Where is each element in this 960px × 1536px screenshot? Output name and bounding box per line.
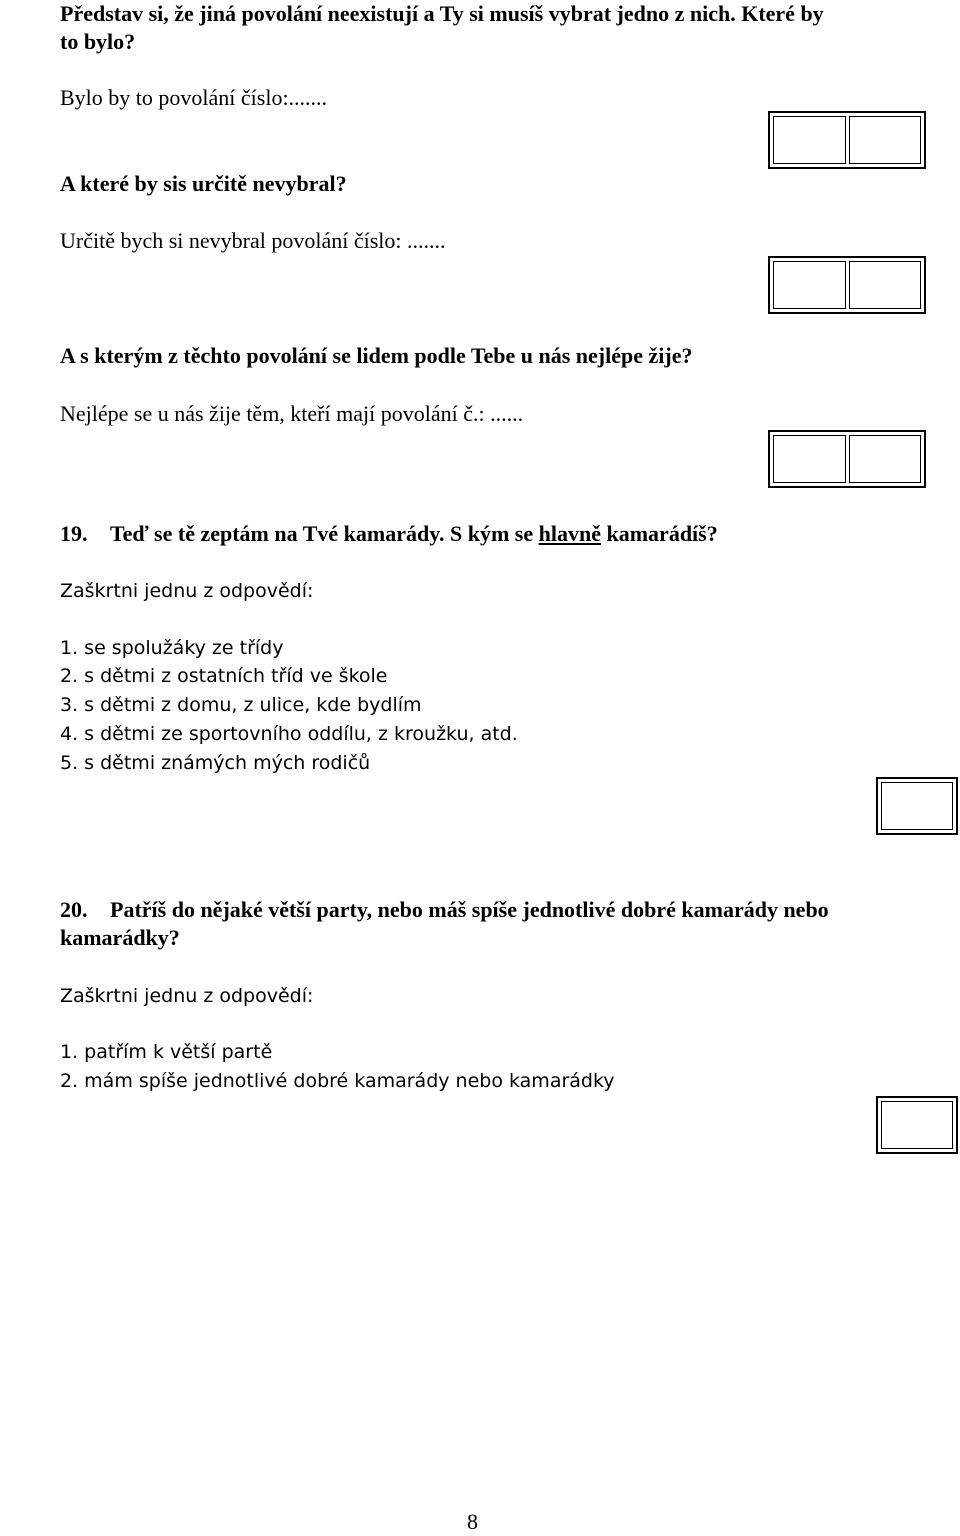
q19-instruction: Zaškrtni jednu z odpovědí: bbox=[60, 580, 314, 602]
q20-text-line-2: kamarádky? bbox=[60, 925, 180, 950]
q19-option-3: 3. s dětmi z domu, z ulice, kde bydlím bbox=[60, 694, 422, 716]
q19-number: 19. bbox=[60, 521, 88, 546]
q20-answer-box[interactable] bbox=[876, 1096, 958, 1154]
q20-instruction: Zaškrtni jednu z odpovědí: bbox=[60, 985, 314, 1007]
answer-box-best-profession[interactable] bbox=[768, 430, 926, 488]
answer-cell[interactable] bbox=[881, 1101, 953, 1149]
q19-option-5: 5. s dětmi známých mých rodičů bbox=[60, 752, 371, 774]
digit-cell-1[interactable] bbox=[773, 261, 846, 309]
digit-cell-2[interactable] bbox=[849, 116, 922, 164]
q20-option-2: 2. mám spíše jednotlivé dobré kamarády nebo kamarádky bbox=[60, 1070, 615, 1092]
q19-answer-box[interactable] bbox=[876, 777, 958, 835]
digit-cell-1[interactable] bbox=[773, 435, 846, 483]
q19-text-underlined: hlavně bbox=[538, 521, 601, 546]
question-best-profession: A s kterým z těchto povolání se lidem podle Tebe u nás nejlépe žije? bbox=[60, 343, 693, 368]
page-number: 8 bbox=[467, 1509, 478, 1534]
answer-best-profession: Nejlépe se u nás žije těm, kteří mají povolání č.: ...... bbox=[60, 401, 524, 426]
q19-text-before: Teď se tě zeptám na Tvé kamarády. S kým se bbox=[110, 521, 534, 546]
intro-question-line-1: Představ si, že jiná povolání neexistují a Ty si musíš vybrat jedno z nich. Které by bbox=[60, 1, 824, 26]
answer-chosen-profession: Bylo by to povolání číslo:....... bbox=[60, 85, 328, 110]
q19-text-after: kamarádíš? bbox=[601, 521, 718, 546]
q19-option-4: 4. s dětmi ze sportovního oddílu, z kroužku, atd. bbox=[60, 723, 518, 745]
digit-cell-1[interactable] bbox=[773, 116, 846, 164]
answer-cell[interactable] bbox=[881, 782, 953, 830]
q20-number: 20. bbox=[60, 897, 88, 922]
q19-option-1: 1. se spolužáky ze třídy bbox=[60, 637, 284, 659]
q20-option-1: 1. patřím k větší partě bbox=[60, 1041, 273, 1063]
answer-box-not-chosen[interactable] bbox=[768, 256, 926, 314]
q19-text bbox=[110, 520, 718, 548]
intro-question-line-2: to bylo? bbox=[60, 29, 136, 54]
q20-text-line-1: Patříš do nějaké větší party, nebo máš spíše jednotlivé dobré kamarády nebo bbox=[110, 897, 829, 922]
answer-not-chosen: Určitě bych si nevybral povolání číslo: ....... bbox=[60, 228, 446, 253]
question-not-chosen: A které by sis určitě nevybral? bbox=[60, 171, 347, 196]
digit-cell-2[interactable] bbox=[849, 435, 922, 483]
digit-cell-2[interactable] bbox=[849, 261, 922, 309]
answer-box-chosen-profession[interactable] bbox=[768, 111, 926, 169]
q19-option-2: 2. s dětmi z ostatních tříd ve škole bbox=[60, 665, 388, 687]
